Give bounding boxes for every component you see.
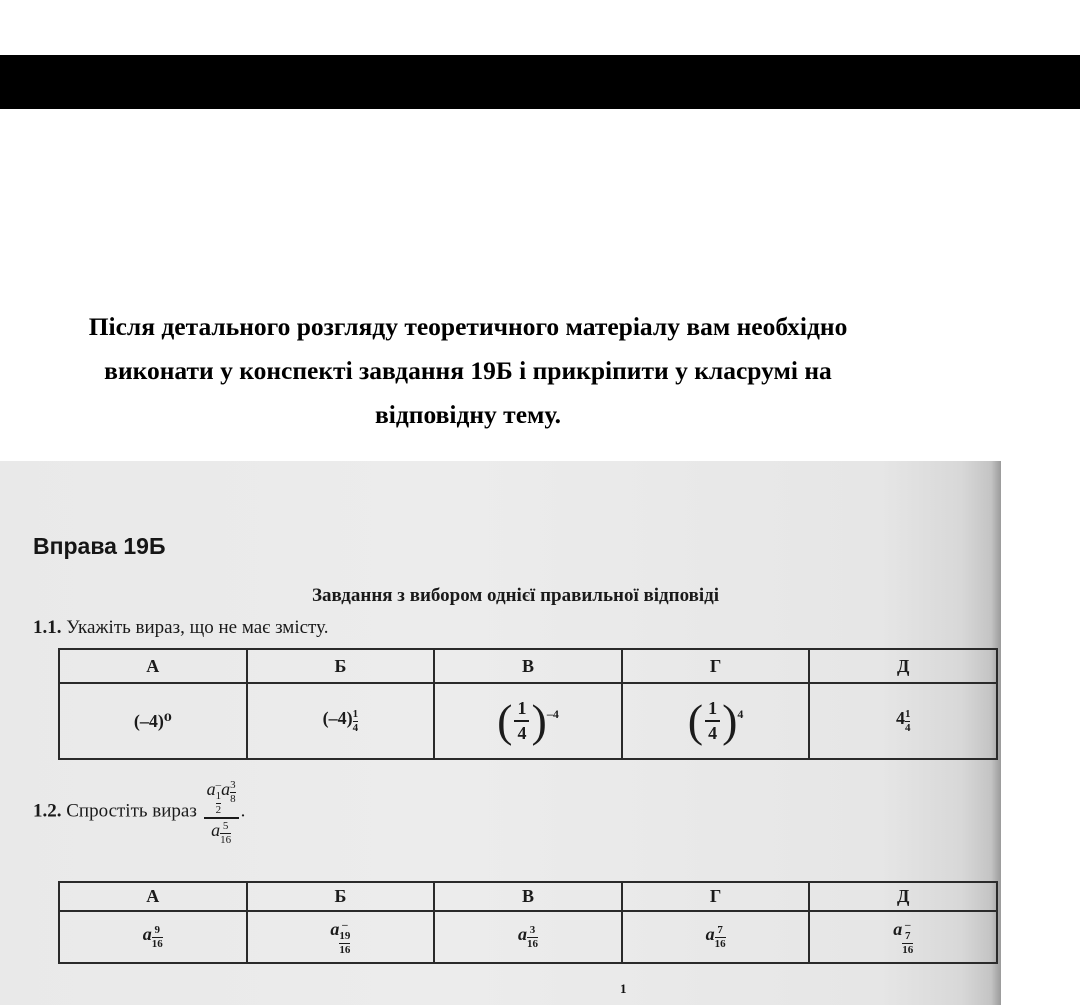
question-1-1-text: Укажіть вираз, що не має змісту.: [66, 617, 329, 638]
cut-off-fraction-numerator: 1: [620, 981, 627, 996]
instruction-text: [0, 305, 948, 437]
option-b-expression: (–4) $\frac{1}{4}$: [247, 683, 435, 759]
answers-table-1-2: [58, 881, 998, 964]
option-d-expression: 4 $\frac{1}{4}$: [809, 683, 997, 759]
option-g-expression: ( $\frac{1}{4}$ )$^4$: [622, 683, 810, 759]
exponent-fraction: $\frac{1}{4}$: [904, 708, 911, 734]
option-header-d: Д: [809, 649, 997, 683]
exponent-fraction: $\frac{1}{4}$: [352, 708, 359, 734]
option-header-g: Г: [622, 882, 810, 911]
option-header-v: В: [434, 649, 622, 683]
instruction-line-1: Після детального розгляду теоретичного матеріалу вам необхідно: [88, 312, 848, 341]
exercise-title: Вправа 19Б: [33, 533, 166, 559]
option-d-expression: a – 7 16: [809, 911, 997, 963]
question-1-2-number: 1.2.: [33, 800, 62, 822]
option-header-g: Г: [622, 649, 810, 683]
option-header-b: Б: [247, 882, 435, 911]
option-g-expression: a $\frac{7}{16}$: [622, 911, 810, 963]
question-1-1: [33, 617, 328, 639]
question-1-1-number: 1.1.: [33, 617, 62, 638]
question-1-2-text: Спростіть вираз: [66, 800, 197, 822]
table-header-row: [59, 649, 997, 683]
task-header: Завдання з вибором однієї правильної відповіді: [311, 585, 720, 606]
answers-table-1-1: [58, 648, 998, 760]
table-values-row: [59, 911, 997, 963]
option-a-expression: a $\frac{9}{16}$: [59, 911, 247, 963]
option-header-a: А: [59, 882, 247, 911]
expression-fraction: a– 1 2 a $\frac{3}{8}$ a $\frac{5}{16}$: [204, 779, 239, 846]
option-v-expression: ( $\frac{1}{4}$ )$^{-4}$: [434, 683, 622, 759]
instruction-line-3: відповідну тему.: [375, 400, 561, 429]
table-values-row: [59, 683, 997, 759]
option-header-d: Д: [809, 882, 997, 911]
option-v-expression: a $\frac{3}{16}$: [434, 911, 622, 963]
question-1-2: 1.2. Спростіть вираз a– 1 2 a $\frac{3}{8}$ a $\frac{5}{16}$ .: [33, 779, 246, 846]
instruction-line-2: виконати у конспекті завдання 19Б і прикріпити у класрумі на: [104, 356, 832, 385]
option-header-a: А: [59, 649, 247, 683]
option-header-v: В: [434, 882, 622, 911]
scanned-page: [0, 461, 1001, 1005]
table-header-row: [59, 882, 997, 911]
top-black-bar: [0, 55, 1080, 109]
option-a-expression: (–4)⁰: [59, 683, 247, 759]
option-b-expression: a – 19 16: [247, 911, 435, 963]
option-header-b: Б: [247, 649, 435, 683]
